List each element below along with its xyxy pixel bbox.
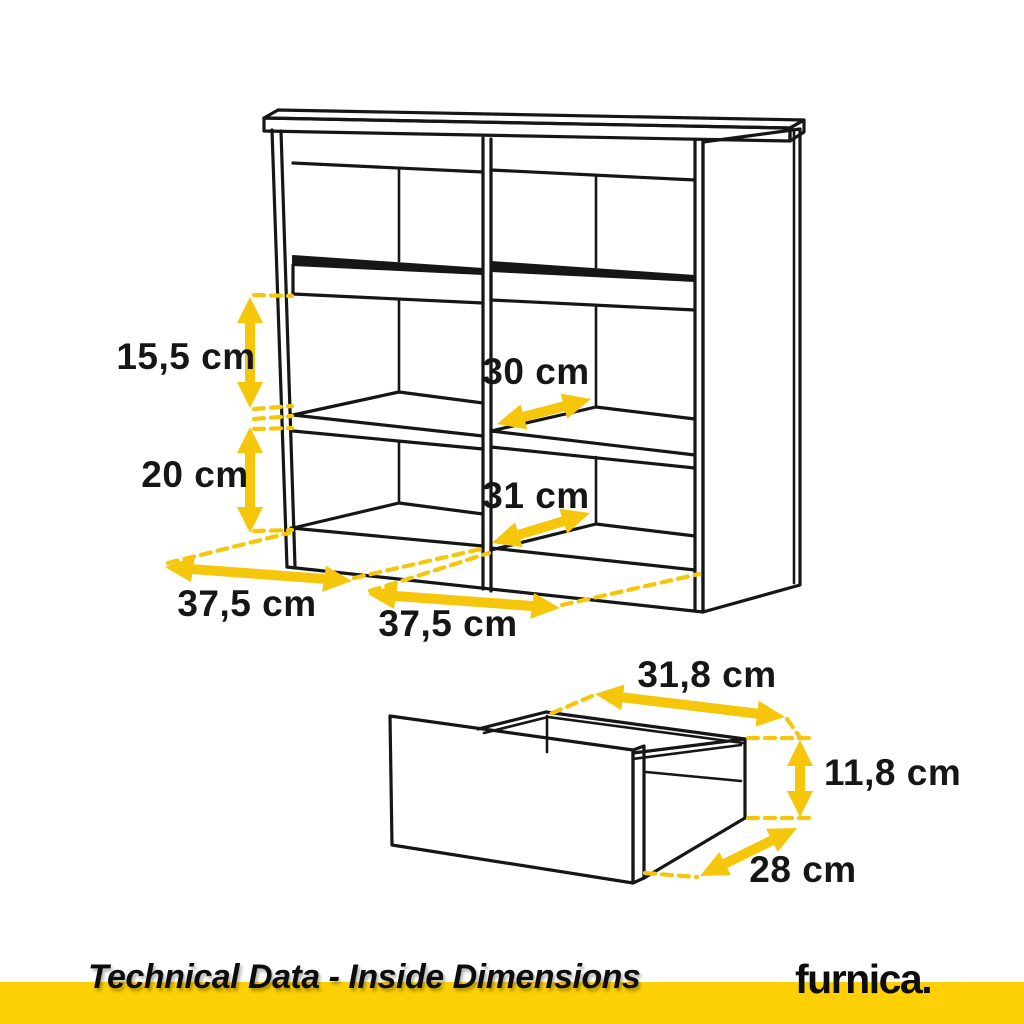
dimension-upper-shelf-depth <box>482 351 591 429</box>
dimension-arrow-vertical <box>787 740 813 817</box>
dimension-label-drawer-depth: 28 cm <box>749 849 857 890</box>
dimension-label-drawer-height: 11,8 cm <box>824 752 962 793</box>
dimension-label-drawer-width: 31,8 cm <box>637 654 777 695</box>
dimension-label-left-width: 37,5 cm <box>177 583 317 624</box>
dimension-label-lower-depth: 31 cm <box>482 475 590 516</box>
drawer-front-panel <box>390 716 644 883</box>
dimension-drawer-height <box>748 738 961 818</box>
drawer-box <box>478 712 745 878</box>
dimension-lower-shelf-depth <box>482 475 590 547</box>
dimension-lower-compartment-height <box>141 427 292 533</box>
drawer-drawing <box>390 712 745 883</box>
dimension-drawer-width <box>550 654 799 736</box>
dimension-label-upper-depth: 30 cm <box>482 351 590 392</box>
footer-title: Technical Data - Inside Dimensions <box>88 958 641 996</box>
brand-logo: furnica. <box>795 956 932 1002</box>
dimension-label-upper-height: 15,5 cm <box>116 336 256 377</box>
dimension-label-right-width: 37,5 cm <box>378 603 518 644</box>
dimension-label-lower-height: 20 cm <box>141 454 249 495</box>
dimension-upper-compartment-height <box>116 295 292 419</box>
cabinet-left-column <box>291 163 483 546</box>
cabinet-side-panel <box>703 129 800 612</box>
cabinet-top-panel <box>264 110 804 141</box>
